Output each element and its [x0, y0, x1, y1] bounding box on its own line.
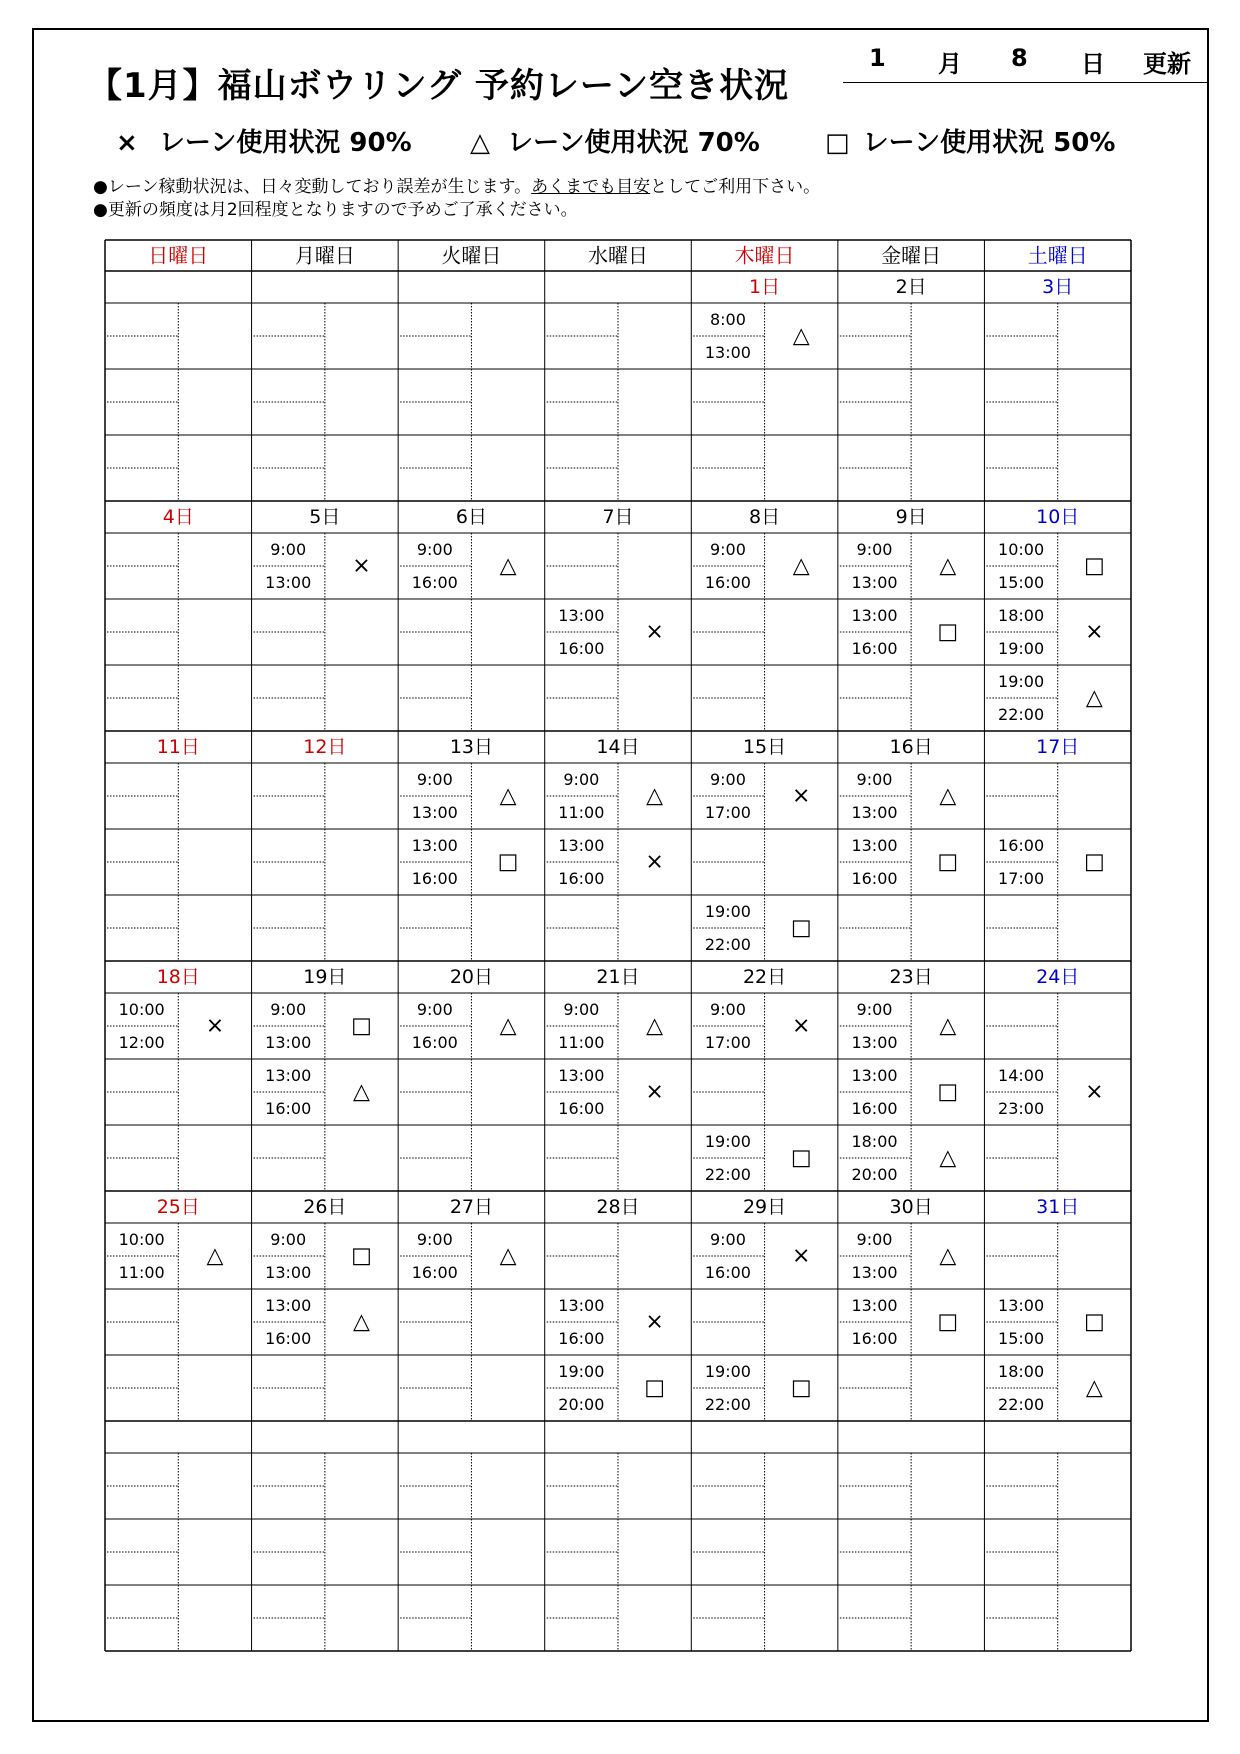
slot-end-time: 20:00	[558, 1395, 605, 1414]
slot-mark: △	[792, 553, 810, 579]
day-number: 15日	[742, 736, 787, 758]
slot-start-time: 13:00	[558, 606, 605, 625]
slot-mark: ×	[791, 1013, 811, 1039]
legend-text: レーン使用状況 50%	[862, 128, 1116, 158]
weekday-header-2: 火曜日	[441, 243, 502, 268]
slot-end-time: 13:00	[851, 573, 898, 592]
slot-start-time: 13:00	[558, 1066, 605, 1085]
slot-end-time: 15:00	[998, 1329, 1045, 1348]
day-number: 27日	[449, 1196, 494, 1218]
slot-mark: □	[351, 1013, 372, 1039]
slot-end-time: 13:00	[851, 1263, 898, 1282]
slot-mark: △	[939, 553, 957, 579]
slot-end-time: 16:00	[411, 1033, 458, 1052]
slot-mark: ×	[791, 783, 811, 809]
slot-end-time: 22:00	[998, 1395, 1045, 1414]
day-number: 28日	[596, 1196, 640, 1218]
slot-start-time: 9:00	[709, 1230, 746, 1249]
slot-mark: □	[937, 619, 959, 645]
cross-icon: ×	[116, 128, 138, 158]
day-number: 18日	[156, 966, 200, 988]
slot-end-time: 13:00	[411, 803, 458, 822]
square-icon: □	[825, 128, 850, 158]
note-line-2: ●更新の頻度は月2回程度となりますので予めご了承ください。	[93, 200, 578, 220]
slot-end-time: 16:00	[411, 1263, 458, 1282]
slot-start-time: 9:00	[270, 1000, 307, 1019]
slot-start-time: 9:00	[709, 1000, 746, 1019]
slot-end-time: 17:00	[998, 869, 1045, 888]
day-number: 12日	[303, 736, 347, 758]
slot-start-time: 9:00	[416, 1230, 453, 1249]
update-day-unit: 日	[1081, 50, 1105, 78]
day-number: 31日	[1036, 1196, 1080, 1218]
day-number: 7日	[602, 506, 634, 528]
slot-end-time: 22:00	[998, 705, 1045, 724]
page-title: 【1月】福山ボウリング 予約レーン空き状況	[88, 66, 790, 106]
slot-start-time: 19:00	[558, 1362, 605, 1381]
slot-mark: ×	[791, 1243, 811, 1269]
slot-start-time: 16:00	[998, 836, 1045, 855]
day-number: 30日	[889, 1196, 933, 1218]
slot-mark: □	[351, 1243, 372, 1269]
day-number: 14日	[596, 736, 640, 758]
slot-mark: ×	[352, 553, 371, 579]
legend-text: レーン使用状況 70%	[507, 128, 760, 158]
slot-end-time: 22:00	[704, 935, 751, 954]
slot-start-time: 9:00	[563, 770, 600, 789]
slot-mark: □	[1083, 1309, 1105, 1335]
slot-start-time: 9:00	[856, 1230, 893, 1249]
day-number: 8日	[749, 506, 781, 528]
slot-end-time: 16:00	[558, 1329, 605, 1348]
slot-end-time: 13:00	[851, 1033, 898, 1052]
slot-mark: △	[939, 1013, 957, 1039]
slot-mark: △	[646, 1013, 664, 1039]
slot-mark: ×	[1085, 1079, 1104, 1105]
slot-start-time: 10:00	[998, 540, 1045, 559]
slot-mark: ×	[645, 619, 664, 645]
weekday-header-0: 日曜日	[148, 243, 209, 268]
slot-start-time: 10:00	[118, 1000, 165, 1019]
slot-mark: △	[939, 1243, 957, 1269]
slot-end-time: 22:00	[704, 1165, 751, 1184]
slot-start-time: 9:00	[709, 770, 746, 789]
day-number: 16日	[889, 736, 933, 758]
slot-start-time: 13:00	[851, 1066, 898, 1085]
slot-start-time: 19:00	[998, 672, 1045, 691]
day-number: 23日	[889, 966, 933, 988]
slot-end-time: 13:00	[265, 1033, 312, 1052]
slot-end-time: 16:00	[704, 1263, 751, 1282]
slot-start-time: 9:00	[416, 1000, 453, 1019]
slot-start-time: 9:00	[270, 1230, 307, 1249]
slot-mark: △	[939, 783, 957, 809]
slot-mark: △	[939, 1145, 957, 1171]
slot-start-time: 13:00	[851, 1296, 898, 1315]
slot-mark: □	[790, 1375, 812, 1401]
day-number: 3日	[1042, 276, 1074, 298]
slot-start-time: 9:00	[416, 770, 453, 789]
slot-mark: △	[792, 323, 810, 349]
slot-mark: △	[499, 783, 517, 809]
weekday-header-1: 月曜日	[294, 243, 355, 268]
day-number: 11日	[156, 736, 200, 758]
day-number: 10日	[1036, 506, 1080, 528]
day-number: 29日	[742, 1196, 787, 1218]
day-number: 22日	[742, 966, 787, 988]
slot-end-time: 13:00	[704, 343, 751, 362]
slot-mark: ×	[645, 849, 664, 875]
slot-start-time: 18:00	[998, 606, 1045, 625]
slot-mark: △	[206, 1243, 224, 1269]
slot-end-time: 17:00	[704, 803, 751, 822]
triangle-icon: △	[470, 128, 490, 158]
day-number: 20日	[449, 966, 494, 988]
slot-end-time: 16:00	[851, 1329, 898, 1348]
slot-end-time: 16:00	[558, 639, 605, 658]
day-number: 19日	[303, 966, 347, 988]
slot-mark: □	[1083, 553, 1105, 579]
slot-mark: △	[1085, 1375, 1103, 1401]
slot-mark: □	[790, 915, 812, 941]
slot-start-time: 19:00	[704, 902, 751, 921]
slot-end-time: 11:00	[118, 1263, 165, 1282]
weekday-header-4: 木曜日	[734, 243, 795, 268]
slot-mark: △	[1085, 685, 1103, 711]
slot-start-time: 9:00	[856, 770, 893, 789]
slot-mark: △	[646, 783, 664, 809]
slot-start-time: 9:00	[709, 540, 746, 559]
slot-end-time: 23:00	[998, 1099, 1045, 1118]
update-day: 8	[1011, 44, 1028, 72]
slot-mark: △	[499, 553, 517, 579]
slot-end-time: 16:00	[558, 1099, 605, 1118]
slot-end-time: 16:00	[851, 1099, 898, 1118]
slot-start-time: 9:00	[416, 540, 453, 559]
slot-end-time: 16:00	[411, 869, 458, 888]
slot-mark: □	[937, 1079, 959, 1105]
day-number: 21日	[596, 966, 640, 988]
slot-end-time: 16:00	[265, 1329, 312, 1348]
slot-mark: △	[353, 1079, 370, 1105]
slot-end-time: 12:00	[118, 1033, 165, 1052]
slot-mark: △	[499, 1013, 517, 1039]
note-text: ●レーン稼動状況は、日々変動しており誤差が生じます。	[93, 177, 532, 197]
slot-end-time: 17:00	[704, 1033, 751, 1052]
slot-start-time: 13:00	[851, 836, 898, 855]
update-suffix: 更新	[1143, 50, 1191, 78]
slot-mark: ×	[645, 1079, 664, 1105]
slot-end-time: 16:00	[704, 573, 751, 592]
slot-start-time: 13:00	[558, 1296, 605, 1315]
slot-end-time: 13:00	[851, 803, 898, 822]
slot-mark: ×	[1085, 619, 1104, 645]
slot-end-time: 16:00	[411, 573, 458, 592]
note-text: としてご利用下さい。	[650, 177, 821, 197]
day-number: 2日	[895, 276, 927, 298]
slot-end-time: 11:00	[558, 803, 605, 822]
slot-end-time: 19:00	[998, 639, 1045, 658]
day-number: 17日	[1036, 736, 1080, 758]
slot-start-time: 19:00	[704, 1132, 751, 1151]
legend-text: レーン使用状況 90%	[158, 128, 412, 158]
day-number: 24日	[1036, 966, 1080, 988]
slot-start-time: 18:00	[998, 1362, 1045, 1381]
slot-start-time: 14:00	[998, 1066, 1045, 1085]
slot-mark: ×	[205, 1013, 225, 1039]
slot-start-time: 9:00	[856, 540, 893, 559]
day-number: 9日	[895, 506, 927, 528]
slot-start-time: 8:00	[709, 310, 746, 329]
weekday-header-5: 金曜日	[881, 243, 942, 268]
slot-end-time: 16:00	[558, 869, 605, 888]
day-number: 1日	[749, 276, 781, 298]
slot-mark: □	[937, 1309, 959, 1335]
slot-mark: □	[790, 1145, 812, 1171]
slot-end-time: 20:00	[851, 1165, 898, 1184]
slot-mark: □	[1083, 849, 1105, 875]
slot-start-time: 18:00	[851, 1132, 898, 1151]
slot-end-time: 16:00	[265, 1099, 312, 1118]
slot-end-time: 13:00	[265, 1263, 312, 1282]
day-number: 26日	[303, 1196, 347, 1218]
weekday-header-3: 水曜日	[588, 243, 648, 268]
slot-end-time: 15:00	[998, 573, 1045, 592]
day-number: 25日	[156, 1196, 200, 1218]
day-number: 6日	[455, 506, 487, 528]
slot-mark: □	[497, 849, 519, 875]
slot-end-time: 13:00	[265, 573, 312, 592]
slot-mark: △	[499, 1243, 517, 1269]
update-month: 1	[869, 44, 886, 72]
slot-start-time: 13:00	[265, 1296, 312, 1315]
slot-mark: □	[644, 1375, 666, 1401]
slot-mark: △	[353, 1309, 370, 1335]
slot-start-time: 9:00	[856, 1000, 893, 1019]
update-month-unit: 月	[938, 50, 962, 78]
slot-mark: □	[937, 849, 959, 875]
slot-start-time: 9:00	[563, 1000, 600, 1019]
day-number: 13日	[449, 736, 494, 758]
slot-end-time: 22:00	[704, 1395, 751, 1414]
slot-start-time: 10:00	[118, 1230, 165, 1249]
slot-start-time: 9:00	[270, 540, 307, 559]
weekday-header-6: 土曜日	[1027, 243, 1088, 268]
slot-start-time: 13:00	[558, 836, 605, 855]
slot-start-time: 19:00	[704, 1362, 751, 1381]
slot-mark: ×	[645, 1309, 664, 1335]
slot-start-time: 13:00	[265, 1066, 312, 1085]
slot-start-time: 13:00	[411, 836, 458, 855]
day-number: 4日	[162, 506, 194, 528]
slot-end-time: 16:00	[851, 869, 898, 888]
slot-start-time: 13:00	[998, 1296, 1045, 1315]
day-number: 5日	[309, 506, 341, 528]
note-underline: あくまでも目安	[531, 177, 651, 197]
slot-end-time: 16:00	[851, 639, 898, 658]
slot-end-time: 11:00	[558, 1033, 605, 1052]
slot-start-time: 13:00	[851, 606, 898, 625]
